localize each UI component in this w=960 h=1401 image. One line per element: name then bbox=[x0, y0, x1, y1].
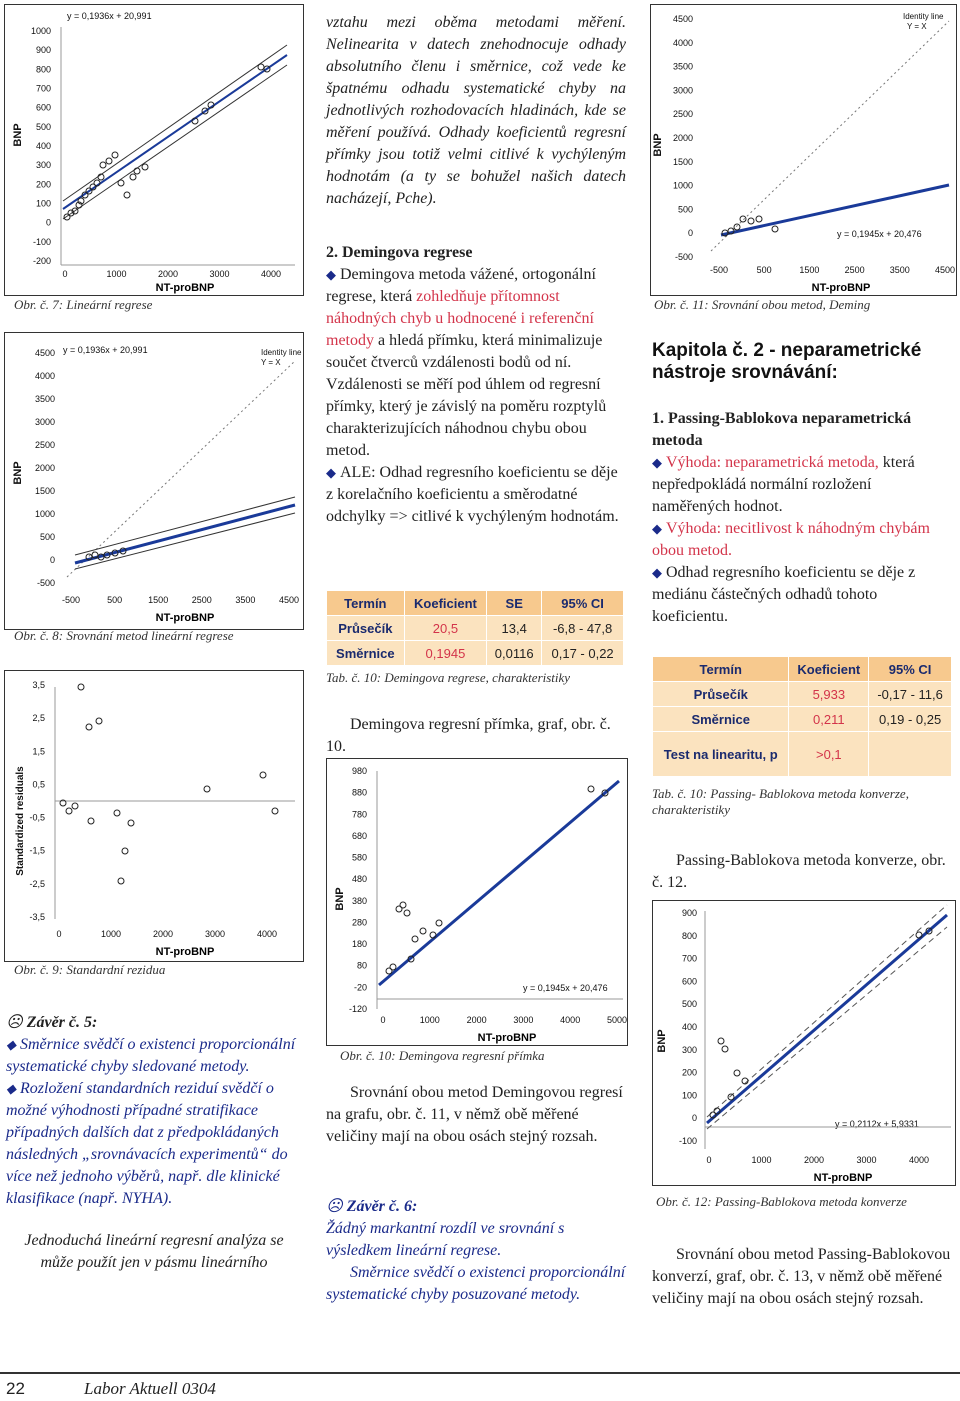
f10x-tick: 3000 bbox=[513, 1015, 534, 1025]
f10y-tick: 780 bbox=[351, 809, 367, 820]
passing-table-caption: Tab. č. 10: Passing- Bablokova metoda konverze, charakteristiky bbox=[652, 786, 909, 817]
f7y-tick: 300 bbox=[35, 160, 51, 171]
f8x-tick: 500 bbox=[107, 595, 123, 605]
f12y-tick: 0 bbox=[691, 1113, 697, 1124]
col3-final-text: Srovnání obou metod Passing-Bablokovou konverzí, graf, obr. č. 13, v němž obě měřené veličiny mají na obou osách stejný rozsah. bbox=[652, 1246, 951, 1307]
f8y-tick: 500 bbox=[39, 532, 55, 542]
f11y-tick: 4000 bbox=[672, 37, 693, 48]
passing-table: Termín Koeficient 95% CI Průsečík 5,933 -0,17 - 11,6 Směrnice 0,211 0,19 - 0,25 Test na linearitu, p >0,1 bbox=[652, 656, 952, 777]
figure-7-chart bbox=[5, 5, 303, 295]
f9y-tick: 2,5 bbox=[32, 713, 45, 724]
fig11-xlabel: NT-proBNP bbox=[811, 282, 871, 294]
f8y-tick: 2000 bbox=[34, 463, 55, 473]
f10y-tick: 380 bbox=[351, 895, 367, 906]
figure-8-method-comparison bbox=[4, 332, 304, 630]
fig7-point bbox=[258, 64, 264, 70]
f8y-tick: 1500 bbox=[34, 486, 55, 496]
f10x-tick: 0 bbox=[380, 1015, 386, 1025]
f11x-tick: 500 bbox=[756, 265, 772, 275]
f7y-tick: 400 bbox=[35, 141, 51, 151]
fig8-legend-identity: Identity line bbox=[261, 348, 302, 357]
f8y-tick: 0 bbox=[49, 555, 55, 565]
f7y-tick: 700 bbox=[35, 83, 51, 94]
fig7-equation: y = 0,1936x + 20,991 bbox=[67, 11, 152, 21]
f11y-tick: 500 bbox=[677, 204, 693, 215]
f11x-tick: 3500 bbox=[889, 265, 910, 275]
diamond-bullet-icon: ◆ bbox=[652, 565, 662, 580]
f8y-tick: 1000 bbox=[34, 509, 55, 519]
f12x-tick: 4000 bbox=[908, 1155, 930, 1165]
diamond-bullet-icon: ◆ bbox=[6, 1081, 16, 1096]
f11y-tick: 2000 bbox=[672, 133, 693, 143]
col1-conclusion-5: ☹ Závěr č. 5: ◆ Směrnice svědčí o existenci proporcionální systematické chyby sledované metody. ◆ Rozložení standardních reziduí svědčí o možné výhodnosti případné stratifikace případných dalších dat z předpokládaných následných „srovnávacích experimentů“ do více než jednoho výběrů, např. dle klinické klasifikace (např. NYHA). Jednoduchá lineární regresní analýza se může použít jen v pásmu lineárního bbox=[6, 1014, 296, 1271]
figure-11-deming-comparison bbox=[650, 4, 957, 296]
figure-7-linear-regression bbox=[4, 4, 304, 296]
f10x-tick: 5000 bbox=[606, 1015, 627, 1025]
f10y-tick: 880 bbox=[351, 787, 367, 798]
f12y-tick: 800 bbox=[681, 930, 697, 941]
fig8-legend-yx: Y = X bbox=[261, 358, 281, 367]
figure-8-chart bbox=[5, 333, 303, 629]
col2-comparison-text: Srovnání obou metod Demingovou regresí na grafu, obr. č. 11, v němž obě měřené veličiny mají na obou osách stejný rozsah. bbox=[326, 1084, 623, 1145]
col2-conclusion-6: ☹ Závěr č. 6: Žádný markantní rozdíl ve srovnání s výsledkem lineární regrese. Směrnice svědčí o existenci proporcionální systematické chyby posuzované metody. bbox=[326, 1198, 626, 1303]
f9y-tick: -3,5 bbox=[29, 912, 45, 922]
fig9-caption: Obr. č. 9: Standardní rezidua bbox=[14, 962, 166, 977]
col2-intro: vztahu mezi oběma metodami měření. Nelinearita v datech znehodnocuje odhady absolutního členu i směrnice, což vede ke špatnému odhadu systematické chyby na jednotlivých rozhodovacích hladinách, kde se měření používá. Odhady koeficientů regresní přímky jsou totiž velmi citlivé k vychýleným hodnotám (a ty se bohužel našich datech nacházejí, Pche). bbox=[326, 14, 626, 207]
fig11-ylabel: BNP bbox=[652, 133, 664, 157]
figure-9-chart bbox=[5, 671, 303, 961]
figure-11-chart bbox=[651, 5, 956, 295]
f9x-tick: 4000 bbox=[256, 929, 278, 939]
fig9-xlabel: NT-proBNP bbox=[155, 946, 215, 958]
f9y-tick: 0,5 bbox=[32, 779, 45, 790]
f9x-tick: 3000 bbox=[204, 929, 226, 939]
f11y-tick: 1000 bbox=[672, 180, 693, 191]
deming-table-caption: Tab. č. 10: Demingova regrese, charakteristiky bbox=[326, 670, 571, 685]
fig11-legend-yx: Y = X bbox=[907, 22, 927, 31]
f8y-tick: 3500 bbox=[34, 394, 55, 404]
f7y-tick: 500 bbox=[35, 121, 51, 132]
page-footer bbox=[0, 1372, 960, 1401]
f10y-tick: 580 bbox=[351, 852, 367, 863]
f12x-tick: 2000 bbox=[803, 1155, 825, 1165]
f10x-tick: 4000 bbox=[560, 1015, 581, 1025]
f10y-tick: 680 bbox=[351, 830, 367, 841]
diamond-bullet-icon: ◆ bbox=[326, 465, 336, 480]
figure-10-chart bbox=[327, 759, 627, 1045]
f11x-tick: 2500 bbox=[844, 265, 865, 275]
fig9-ylabel: Standardized residuals bbox=[15, 766, 26, 876]
f12y-tick: 400 bbox=[681, 1022, 697, 1032]
f8x-tick: 3500 bbox=[235, 595, 256, 605]
fig12-xlabel: NT-proBNP bbox=[813, 1172, 873, 1184]
fig7-point bbox=[130, 174, 136, 180]
f11x-tick: 4500 bbox=[934, 265, 956, 275]
f12y-tick: -100 bbox=[678, 1136, 697, 1146]
f12y-tick: 600 bbox=[681, 976, 697, 987]
fig11-legend-identity: Identity line bbox=[903, 12, 944, 21]
diamond-bullet-icon: ◆ bbox=[6, 1037, 16, 1052]
f8y-tick: 4500 bbox=[34, 348, 55, 358]
f8y-tick: -500 bbox=[36, 578, 55, 588]
f7y-tick: 100 bbox=[35, 198, 51, 209]
f7y-tick: 900 bbox=[35, 45, 51, 56]
frown-icon: ☹ bbox=[6, 1014, 23, 1031]
fig7-point bbox=[112, 152, 118, 158]
f12y-tick: 900 bbox=[681, 908, 697, 918]
f7y-tick: 200 bbox=[35, 179, 51, 190]
fig8-caption: Obr. č. 8: Srovnání metod lineární regrese bbox=[14, 628, 234, 643]
f7x-tick: 2000 bbox=[157, 269, 179, 279]
diamond-bullet-icon: ◆ bbox=[652, 455, 662, 470]
fig7-point bbox=[106, 158, 112, 164]
f11y-tick: 4500 bbox=[672, 14, 693, 24]
page-number: 22 bbox=[6, 1379, 25, 1398]
fig8-equation: y = 0,1936x + 20,991 bbox=[63, 345, 148, 355]
fig10-xlabel: NT-proBNP bbox=[477, 1032, 537, 1044]
f10x-tick: 2000 bbox=[466, 1015, 487, 1025]
f11y-tick: 3500 bbox=[672, 61, 693, 72]
f7y-tick: -200 bbox=[32, 256, 51, 266]
f11y-tick: 3000 bbox=[672, 85, 693, 96]
fig7-point bbox=[118, 180, 124, 186]
fig12-caption: Obr. č. 12: Passing-Bablokova metoda konverze bbox=[656, 1194, 907, 1209]
f8x-tick: 2500 bbox=[191, 595, 212, 605]
f10y-tick: 80 bbox=[356, 960, 367, 971]
f12x-tick: 1000 bbox=[751, 1155, 772, 1165]
col3-pb-text: Passing-Bablokova metoda konverze, obr. č. 12. bbox=[652, 852, 946, 891]
f9y-tick: -1,5 bbox=[29, 845, 45, 856]
frown-icon: ☹ bbox=[326, 1198, 343, 1215]
fig7-caption: Obr. č. 7: Lineární regrese bbox=[14, 297, 153, 312]
f8y-tick: 2500 bbox=[34, 440, 55, 450]
figure-12-chart bbox=[653, 901, 955, 1185]
f9y-tick: 1,5 bbox=[32, 746, 45, 757]
col2-deming-section: 2. Demingova regrese ◆ Demingova metoda vážené, ortogonální regrese, která zohledňuje přítomnost náhodných chyb u hodnocené i referenční metody a hledá přímku, která minimalizuje součet čtverců vzdálenosti bodů od ní. Vzdálenosti se měří pod úhlem od regresní přímky, který je závislý na poměru rozptylů charakterizujících náhodnou chybu obou metod. ◆ ALE: Odhad regresního koeficientu se děje z korelačního koeficientu a směrodatné odchylky => citlivé k vychýleným hodnotám. bbox=[326, 244, 619, 525]
f12y-tick: 500 bbox=[681, 999, 697, 1010]
chapter-heading: Kapitola č. 2 - neparametrické nástroje srovnávání: bbox=[652, 340, 922, 383]
f10y-tick: 980 bbox=[351, 766, 367, 776]
f12y-tick: 100 bbox=[681, 1090, 697, 1101]
fig12-equation: y = 0,2112x + 5,9331 bbox=[835, 1119, 919, 1129]
diamond-bullet-icon: ◆ bbox=[326, 267, 336, 282]
f12x-tick: 3000 bbox=[856, 1155, 877, 1165]
f8y-tick: 4000 bbox=[34, 371, 55, 381]
f12x-tick: 0 bbox=[706, 1155, 712, 1165]
fig7-point bbox=[100, 162, 106, 168]
f7y-tick: 0 bbox=[45, 217, 51, 228]
f10y-tick: 180 bbox=[351, 939, 367, 950]
f10y-tick: 480 bbox=[351, 874, 367, 885]
figure-12-passing-bablok bbox=[652, 900, 956, 1186]
f11y-tick: 0 bbox=[687, 228, 693, 239]
diamond-bullet-icon: ◆ bbox=[652, 521, 662, 536]
fig7-xlabel: NT-proBNP bbox=[155, 282, 215, 294]
f7x-tick: 4000 bbox=[260, 269, 282, 279]
f9x-tick: 0 bbox=[56, 929, 62, 939]
fig10-equation: y = 0,1945x + 20,476 bbox=[523, 983, 608, 993]
f7y-tick: -100 bbox=[32, 236, 51, 247]
f7x-tick: 1000 bbox=[106, 269, 127, 279]
fig10-caption: Obr. č. 10: Demingova regresní přímka bbox=[340, 1048, 545, 1063]
f7y-tick: 600 bbox=[35, 102, 51, 113]
f9y-tick: -0,5 bbox=[29, 812, 45, 823]
f10y-tick: 280 bbox=[351, 917, 367, 928]
f10y-tick: -120 bbox=[348, 1004, 367, 1014]
f12y-tick: 700 bbox=[681, 953, 697, 964]
fig7-point bbox=[124, 192, 130, 198]
fig12-ylabel: BNP bbox=[656, 1029, 668, 1053]
f8y-tick: 3000 bbox=[34, 417, 55, 427]
f12y-tick: 200 bbox=[681, 1067, 697, 1078]
f11x-tick: 1500 bbox=[799, 265, 820, 275]
f9x-tick: 1000 bbox=[100, 929, 122, 939]
f9y-tick: -2,5 bbox=[29, 878, 45, 889]
fig7-ylabel: BNP bbox=[12, 123, 24, 147]
f8x-tick: 1500 bbox=[148, 595, 169, 605]
deming-table: Termín Koeficient SE 95% CI Průsečík 20,5 13,4 -6,8 - 47,8 Směrnice 0,1945 0,0116 0,17 - 0,22 bbox=[326, 590, 624, 666]
fig11-caption: Obr. č. 11: Srovnání obou metod, Deming bbox=[654, 297, 871, 312]
figure-9-residuals bbox=[4, 670, 304, 962]
f7y-tick: 1000 bbox=[30, 26, 51, 36]
fig7-point bbox=[142, 164, 148, 170]
f7x-tick: 0 bbox=[62, 269, 68, 279]
f10y-tick: -20 bbox=[353, 982, 367, 993]
fig11-equation: y = 0,1945x + 20,476 bbox=[837, 229, 922, 239]
fig10-ylabel: BNP bbox=[334, 887, 346, 911]
f7y-tick: 800 bbox=[35, 64, 51, 75]
f12y-tick: 300 bbox=[681, 1044, 697, 1055]
f9x-tick: 2000 bbox=[152, 929, 174, 939]
f11y-tick: 1500 bbox=[672, 156, 693, 167]
f10x-tick: 1000 bbox=[419, 1015, 440, 1025]
fig8-ylabel: BNP bbox=[12, 461, 24, 485]
figure-10-deming-line bbox=[326, 758, 628, 1046]
f11x-tick: -500 bbox=[709, 265, 729, 275]
f9y-tick: 3,5 bbox=[32, 680, 45, 690]
f8x-tick: 4500 bbox=[278, 595, 300, 605]
fig7-point bbox=[134, 168, 140, 174]
col2-graph-text: Demingova regresní přímka, graf, obr. č. 10. bbox=[326, 716, 611, 755]
f7x-tick: 3000 bbox=[209, 269, 230, 279]
fig8-xlabel: NT-proBNP bbox=[155, 612, 215, 624]
f11y-tick: -500 bbox=[674, 252, 693, 262]
f8x-tick: -500 bbox=[61, 595, 81, 605]
f11y-tick: 2500 bbox=[672, 109, 693, 120]
col3-passing-section: 1. Passing-Bablokova neparametrická metoda ◆ Výhoda: neparametrická metoda, která nepředpokládá normální rozložení naměřených hodnot. ◆ Výhoda: necitlivost k náhodným chybám obou metod. ◆ Odhad regresního koeficientu se děje z mediánu částečných odhadů tohoto koeficientu. bbox=[652, 410, 930, 625]
journal-name: Labor Aktuell 0304 bbox=[84, 1379, 216, 1398]
